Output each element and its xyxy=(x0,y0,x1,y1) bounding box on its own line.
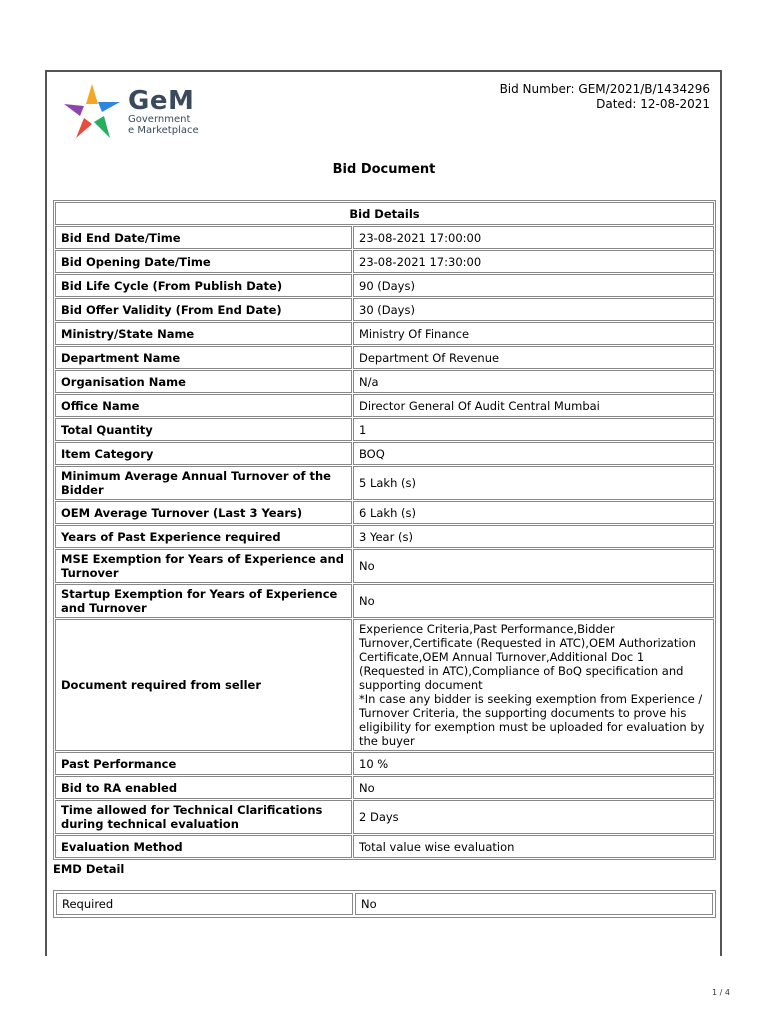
exemption-note: *In case any bidder is seeking exemption from Experience / Turnover Criteria, the supporting documents to prove his eligibility for exemption must be uploaded for evaluation by the buyer xyxy=(359,692,705,748)
row-label: Time allowed for Technical Clarifications during technical evaluation xyxy=(55,800,352,834)
row-label: Item Category xyxy=(55,442,352,465)
row-value: Total value wise evaluation xyxy=(353,835,714,858)
emd-label: Required xyxy=(56,893,353,915)
bid-dated: Dated: 12-08-2021 xyxy=(596,97,710,111)
table-row xyxy=(55,835,714,858)
row-label: Startup Exemption for Years of Experience and Turnover xyxy=(55,584,352,618)
page-title: Bid Document xyxy=(332,162,436,177)
row-label: Years of Past Experience required xyxy=(55,525,352,548)
row-value: 2 Days xyxy=(353,800,714,834)
row-value: 3 Year (s) xyxy=(353,525,714,548)
row-label: Bid to RA enabled xyxy=(55,776,352,799)
table-row xyxy=(55,226,714,249)
table-row xyxy=(55,250,714,273)
row-value: No xyxy=(353,776,714,799)
row-label: MSE Exemption for Years of Experience and Turnover xyxy=(55,549,352,583)
row-label: Ministry/State Name xyxy=(55,322,352,345)
table-row xyxy=(55,501,714,524)
table-row xyxy=(55,298,714,321)
row-label: Organisation Name xyxy=(55,370,352,393)
emd-table xyxy=(53,890,716,918)
emd-heading: EMD Detail xyxy=(53,862,125,876)
gem-logo xyxy=(62,82,202,142)
row-value xyxy=(353,619,714,751)
table-row xyxy=(55,584,714,618)
table-row xyxy=(55,466,714,500)
row-value: 30 (Days) xyxy=(353,298,714,321)
table-row xyxy=(55,418,714,441)
row-label: Total Quantity xyxy=(55,418,352,441)
row-label: Bid Life Cycle (From Publish Date) xyxy=(55,274,352,297)
logo-line-marketplace: e Marketplace xyxy=(128,125,199,136)
row-label: Past Performance xyxy=(55,752,352,775)
bid-details-table xyxy=(53,200,716,860)
bid-details-heading: Bid Details xyxy=(55,202,714,225)
table-header-row xyxy=(55,202,714,225)
row-value: No xyxy=(353,584,714,618)
table-row xyxy=(55,442,714,465)
row-value: 23-08-2021 17:30:00 xyxy=(353,250,714,273)
row-value: 5 Lakh (s) xyxy=(353,466,714,500)
row-value: 1 xyxy=(353,418,714,441)
table-row xyxy=(55,322,714,345)
table-row xyxy=(55,800,714,834)
emd-value: No xyxy=(355,893,713,915)
logo-name: GeM xyxy=(128,86,195,116)
row-value: 6 Lakh (s) xyxy=(353,501,714,524)
page-number: 1 / 4 xyxy=(712,988,730,997)
row-label: Document required from seller xyxy=(55,619,352,751)
row-value: 23-08-2021 17:00:00 xyxy=(353,226,714,249)
table-row xyxy=(55,370,714,393)
row-label: Minimum Average Annual Turnover of the Bidder xyxy=(55,466,352,500)
row-value: 10 % xyxy=(353,752,714,775)
table-row xyxy=(55,525,714,548)
table-row xyxy=(55,346,714,369)
bid-meta xyxy=(500,82,710,112)
table-row xyxy=(55,274,714,297)
documents-list: Experience Criteria,Past Performance,Bidder Turnover,Certificate (Requested in ATC),OEM Authorization Certificate,OEM Annual Turnover,Additional Doc 1 (Requested in ATC),Compliance of BoQ specification and supporting document xyxy=(359,622,696,692)
row-label: Evaluation Method xyxy=(55,835,352,858)
table-row xyxy=(55,619,714,751)
row-value: Ministry Of Finance xyxy=(353,322,714,345)
row-value: Department Of Revenue xyxy=(353,346,714,369)
logo-line-government: Government xyxy=(128,114,191,125)
row-label: Bid Opening Date/Time xyxy=(55,250,352,273)
table-row xyxy=(55,394,714,417)
row-value: No xyxy=(353,549,714,583)
row-label: Department Name xyxy=(55,346,352,369)
table-row xyxy=(55,549,714,583)
row-value: 90 (Days) xyxy=(353,274,714,297)
row-value: BOQ xyxy=(353,442,714,465)
bid-number: Bid Number: GEM/2021/B/1434296 xyxy=(499,82,710,96)
row-label: Bid Offer Validity (From End Date) xyxy=(55,298,352,321)
row-value: N/a xyxy=(353,370,714,393)
row-label: OEM Average Turnover (Last 3 Years) xyxy=(55,501,352,524)
row-label: Office Name xyxy=(55,394,352,417)
gem-star-icon xyxy=(62,82,124,142)
table-row xyxy=(55,752,714,775)
row-label: Bid End Date/Time xyxy=(55,226,352,249)
table-row xyxy=(55,776,714,799)
table-row xyxy=(56,893,713,915)
row-value: Director General Of Audit Central Mumbai xyxy=(353,394,714,417)
